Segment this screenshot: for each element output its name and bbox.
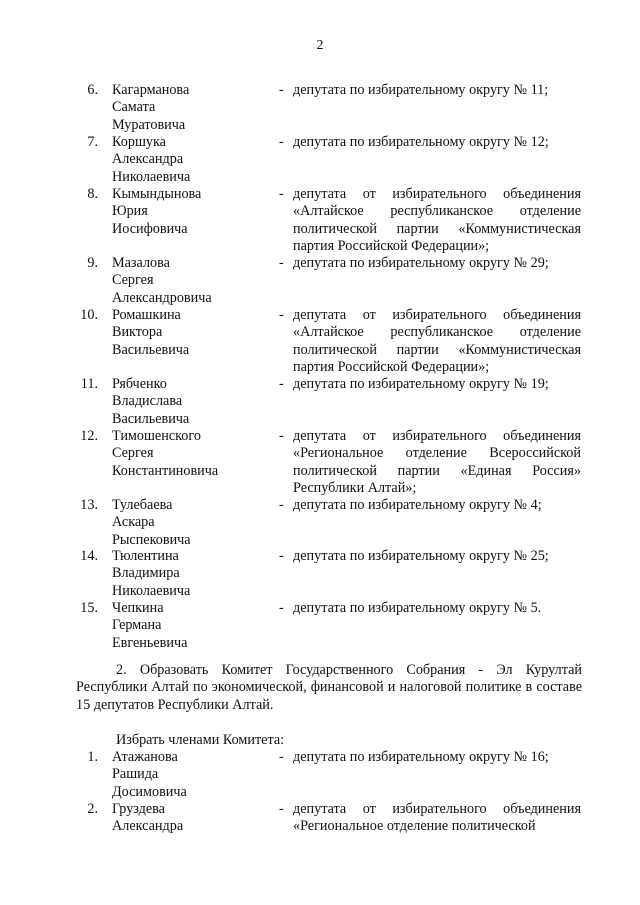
deputy-description: депутата по избирательному округу № 5. [293, 600, 542, 616]
deputy-name [112, 428, 272, 480]
deputy-name-part: Аскара [112, 514, 155, 531]
deputy-name-part: Иосифовича [112, 220, 188, 237]
deputy-name-part: Николаевича [112, 168, 191, 185]
deputy-description: депутата по избирательному округу № 11; [293, 82, 549, 98]
deputy-description: депутата от избирательного объединения «Региональное отделение Всероссийской политической партии «Единая Россия» Республики Алтай»; [293, 428, 581, 497]
item-number: 13. [80, 497, 98, 513]
deputy-name-part: Груздева [112, 801, 165, 817]
deputy-name-part: Кагарманова [112, 82, 190, 98]
item-number: 9. [87, 255, 98, 271]
item-number: 14. [80, 548, 98, 564]
deputy-description: депутата по избирательному округу № 29; [293, 255, 549, 271]
item-number: 11. [80, 376, 98, 392]
elect-label: Избрать членами Комитета: [116, 732, 285, 748]
item-number: 15. [80, 600, 98, 616]
item-number: 1. [87, 749, 98, 765]
dash-separator: - [279, 548, 284, 564]
deputy-name-part: Самата [112, 99, 156, 116]
paragraph-2: 2. Образовать Комитет Государственного Собрания - Эл Курултай Республики Алтай по экономической, финансовой и налоговой политике в составе 15 депутатов Республики Алтай. [76, 662, 582, 713]
item-number: 2. [87, 801, 98, 817]
dash-separator: - [279, 134, 284, 150]
deputy-name-part: Тулебаева [112, 497, 173, 513]
deputy-description: депутата по избирательному округу № 16; [293, 749, 549, 765]
item-number: 10. [80, 307, 98, 323]
dash-separator: - [279, 600, 284, 616]
deputy-name-part: Германа [112, 617, 162, 634]
deputy-name [112, 186, 272, 238]
deputy-name-part: Владислава [112, 393, 183, 410]
deputy-name-part: Сергея [112, 445, 154, 462]
deputy-name-part: Чепкина [112, 600, 164, 616]
item-number: 12. [80, 428, 98, 444]
deputy-name [112, 497, 272, 549]
deputy-name-part: Константиновича [112, 462, 219, 479]
deputy-description: депутата от избирательного объединения «Алтайское республиканское отделение политической партии «Коммунистическая партия Российской Федерации»; [293, 307, 581, 376]
deputy-description: депутата от избирательного объединения «Региональное отделение политической [293, 801, 581, 835]
dash-separator: - [279, 428, 284, 444]
deputy-name-part: Рыспековича [112, 531, 191, 548]
deputy-name-part: Владимира [112, 565, 180, 582]
deputy-name [112, 548, 272, 600]
deputy-name [112, 376, 272, 428]
deputy-name-part: Ромашкина [112, 307, 181, 323]
deputy-name-part: Кымындынова [112, 186, 202, 202]
deputy-name-part: Рябченко [112, 376, 167, 392]
dash-separator: - [279, 801, 284, 817]
deputy-description: депутата по избирательному округу № 12; [293, 134, 549, 150]
deputy-name-part: Муратовича [112, 116, 186, 133]
deputy-name-part: Коршука [112, 134, 166, 150]
deputy-name-part: Виктора [112, 324, 163, 341]
deputy-name [112, 600, 272, 652]
deputy-name-part: Рашида [112, 766, 159, 783]
deputy-description: депутата по избирательному округу № 19; [293, 376, 549, 392]
deputy-name-part: Васильевича [112, 341, 190, 358]
deputy-name [112, 82, 272, 134]
deputy-description: депутата от избирательного объединения «Алтайское республиканское отделение политической партии «Коммунистическая партия Российской Федерации»; [293, 186, 581, 255]
dash-separator: - [279, 82, 284, 98]
deputy-name-part: Евгеньевича [112, 634, 188, 651]
deputy-name-part: Сергея [112, 272, 154, 289]
deputy-name-part: Александра [112, 151, 184, 168]
deputy-name-part: Атажанова [112, 749, 178, 765]
deputy-name-part: Тюлентина [112, 548, 179, 564]
dash-separator: - [279, 307, 284, 323]
deputy-name [112, 255, 272, 307]
deputy-name-part: Досимовича [112, 783, 187, 800]
dash-separator: - [279, 255, 284, 271]
dash-separator: - [279, 376, 284, 392]
deputy-name-part: Юрия [112, 203, 148, 220]
deputy-name [112, 801, 272, 836]
deputy-name-part: Васильевича [112, 410, 190, 427]
item-number: 8. [87, 186, 98, 202]
page-number: 2 [316, 38, 324, 53]
dash-separator: - [279, 186, 284, 202]
deputy-name [112, 307, 272, 359]
dash-separator: - [279, 497, 284, 513]
deputy-name-part: Александра [112, 818, 184, 835]
deputy-name [112, 749, 272, 801]
deputy-name-part: Мазалова [112, 255, 170, 271]
deputy-description: депутата по избирательному округу № 25; [293, 548, 549, 564]
deputy-name-part: Николаевича [112, 582, 191, 599]
deputy-description: депутата по избирательному округу № 4; [293, 497, 542, 513]
deputy-name-part: Александровича [112, 289, 212, 306]
deputy-name-part: Тимошенского [112, 428, 201, 444]
deputy-name [112, 134, 272, 186]
item-number: 6. [87, 82, 98, 98]
item-number: 7. [87, 134, 98, 150]
dash-separator: - [279, 749, 284, 765]
